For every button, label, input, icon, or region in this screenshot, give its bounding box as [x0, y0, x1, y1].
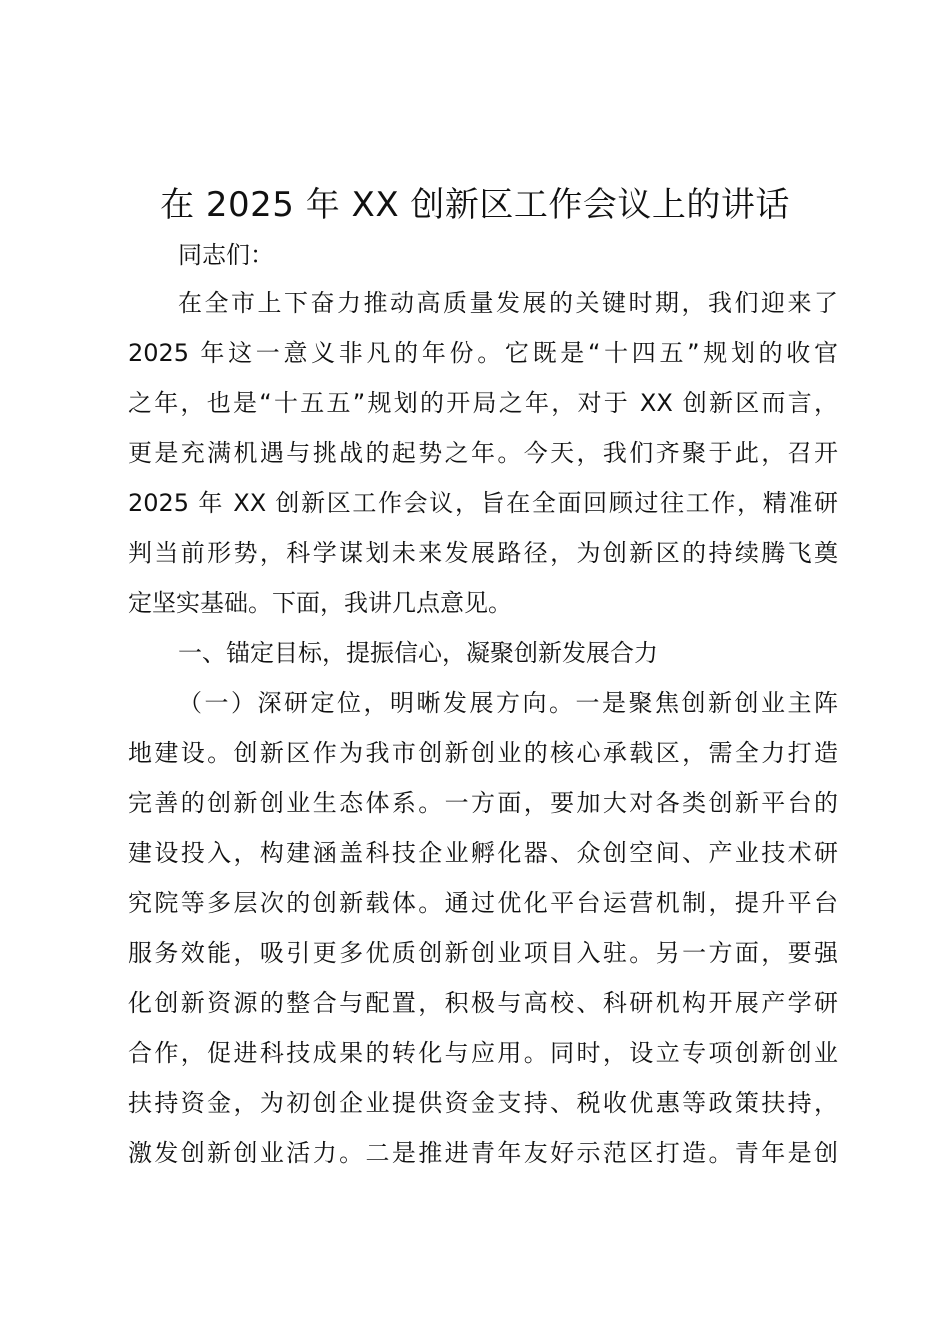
paragraph-line: 建设投入，构建涵盖科技企业孵化器、众创空间、产业技术研 — [128, 839, 838, 867]
paragraph-section-1 — [128, 678, 838, 1178]
paragraph-line: （一）深研定位，明晰发展方向。一是聚焦创新创业主阵 — [178, 689, 838, 717]
paragraph-line: 之年，也是“十五五”规划的开局之年，对于 XX 创新区而言， — [128, 389, 838, 417]
paragraph-line: 完善的创新创业生态体系。一方面，要加大对各类创新平台的 — [128, 789, 838, 817]
paragraph-line: 激发创新创业活力。二是推进青年友好示范区打造。青年是创 — [128, 1139, 838, 1167]
paragraph-line: 地建设。创新区作为我市创新创业的核心承载区，需全力打造 — [128, 739, 838, 767]
paragraph-line: 合作，促进科技成果的转化与应用。同时，设立专项创新创业 — [128, 1039, 838, 1067]
paragraph-line: 化创新资源的整合与配置，积极与高校、科研机构开展产学研 — [128, 989, 838, 1017]
salutation: 同志们： — [178, 241, 274, 269]
paragraph-line: 定坚实基础。下面，我讲几点意见。 — [128, 589, 512, 617]
document-title: 在 2025 年 XX 创新区工作会议上的讲话 — [160, 185, 790, 225]
paragraph-line: 服务效能，吸引更多优质创新创业项目入驻。另一方面，要强 — [128, 939, 838, 967]
paragraph-line: 究院等多层次的创新载体。通过优化平台运营机制，提升平台 — [128, 889, 838, 917]
section-heading — [128, 628, 838, 678]
paragraph-line: 2025 年 XX 创新区工作会议，旨在全面回顾过往工作，精准研 — [128, 489, 838, 517]
paragraph-line: 2025 年这一意义非凡的年份。它既是“十四五”规划的收官 — [128, 339, 838, 367]
section-heading-text: 一、锚定目标，提振信心，凝聚创新发展合力 — [178, 639, 658, 667]
paragraph-intro — [128, 278, 838, 628]
paragraph-line: 判当前形势，科学谋划未来发展路径，为创新区的持续腾飞奠 — [128, 539, 838, 567]
paragraph-line: 更是充满机遇与挑战的起势之年。今天，我们齐聚于此，召开 — [128, 439, 838, 467]
paragraph-line: 在全市上下奋力推动高质量发展的关键时期，我们迎来了 — [178, 289, 838, 317]
paragraph-line: 扶持资金，为初创企业提供资金支持、税收优惠等政策扶持， — [128, 1089, 838, 1117]
